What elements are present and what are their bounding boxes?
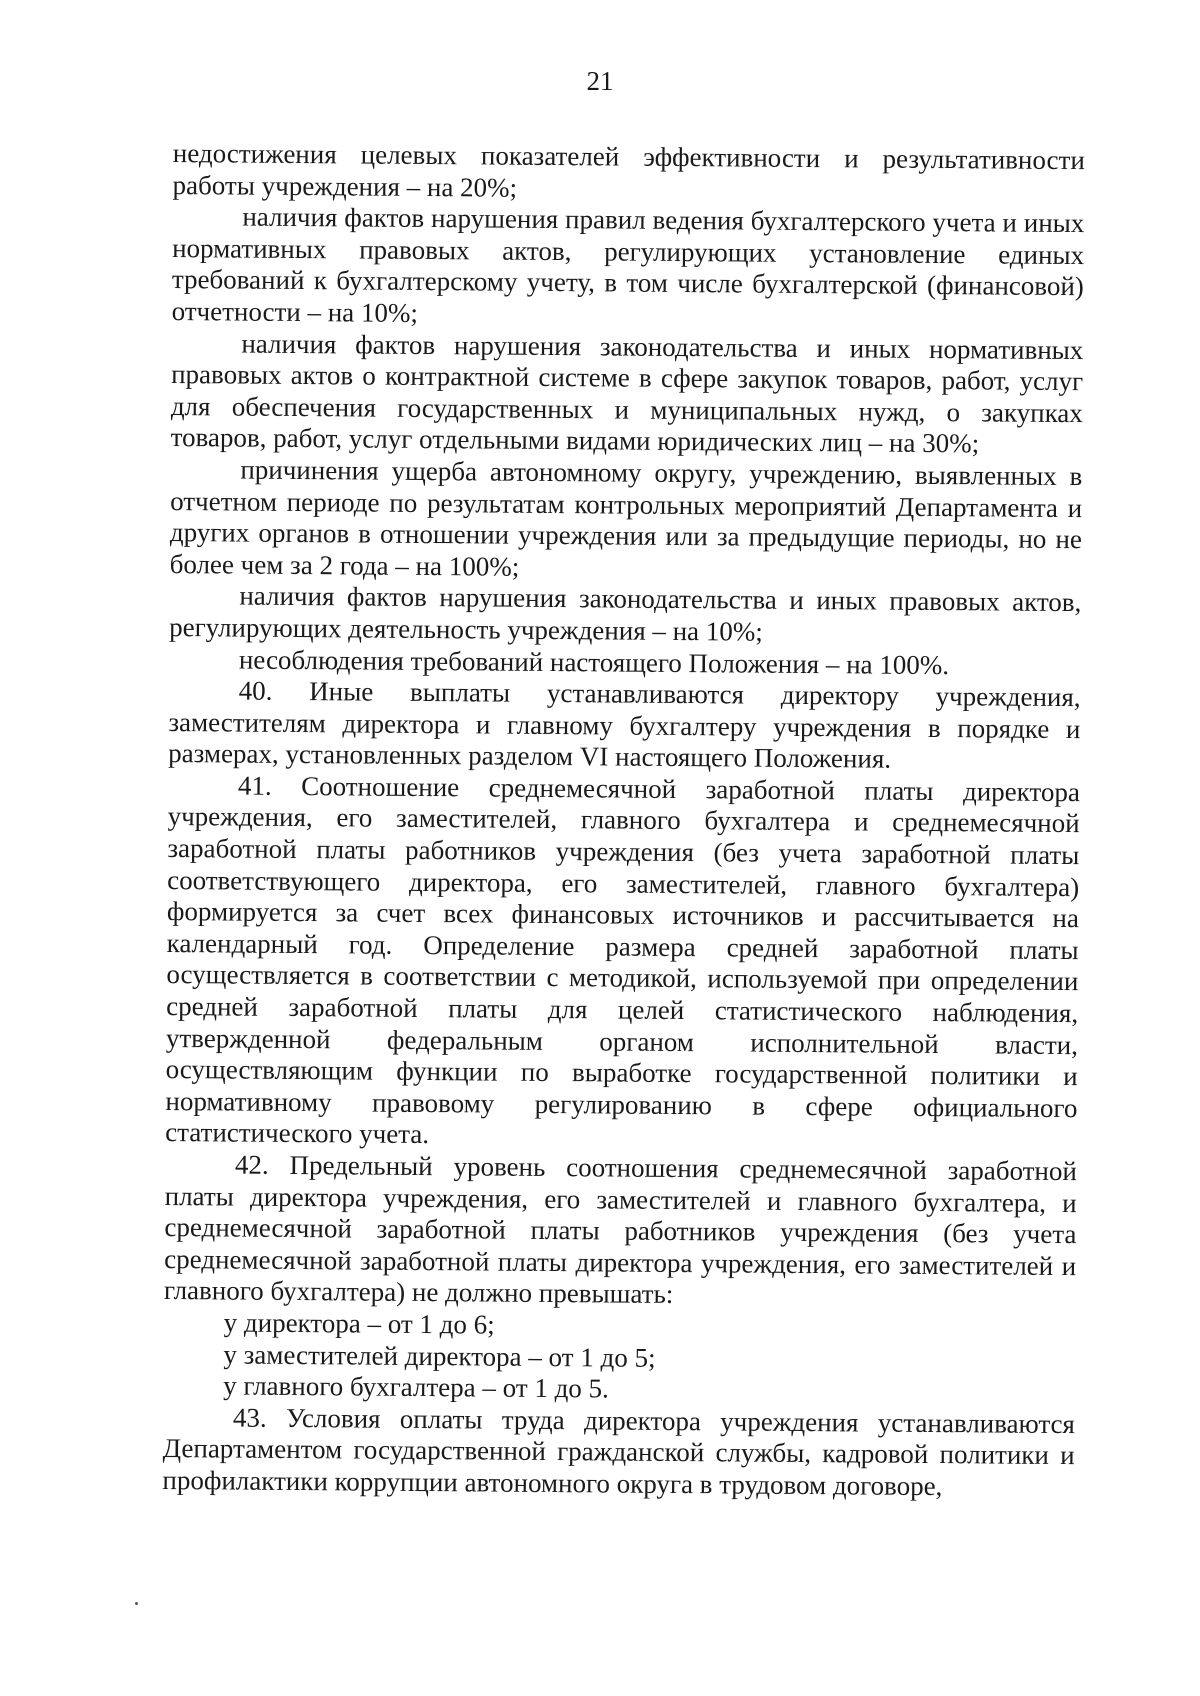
document-body [162, 138, 1085, 1504]
paragraph-legal-violations: наличия фактов нарушения законодательства и иных правовых актов, регулирующих деятельность учреждения – на 10%; [169, 580, 1082, 647]
paragraph-42: 42. Предельный уровень соотношения среднемесячной заработной платы директора учреждения, его заместителей и главного бухгалтера, и среднемесячной заработной платы работников учреждения (без учета среднемесячной заработной платы директора учреждения, его заместителей и главного бухгалтера) не должно превышать: [163, 1149, 1078, 1310]
paragraph-continuation: недостижения целевых показателей эффективности и результативности работы учреждения – на 20%; [172, 138, 1085, 203]
paragraph-43: 43. Условия оплаты труда директора учреждения устанавливаются Департаментом государственной гражданской службы, кадровой политики и профилактики коррупции автономного округа в трудовом договоре, [162, 1402, 1076, 1502]
paragraph-41: 41. Соотношение среднемесячной заработной платы директора учреждения, его заместителей, главного бухгалтера и среднемесячной заработной платы работников учреждения (без учета заработной платы соответствующего директора, его заместителей, главного бухгалтера) формируется за счет всех финансовых источников и рассчитывается на календарный год. Определение размера средней заработной платы осуществляется в соответствии с методикой, используемой при определении средней заработной платы для целей статистического наблюдения, утвержденной федеральным органом исполнительной власти, осуществляющим функции по выработке государственной политики и нормативному правовому регулированию в сфере официального статистического учета. [165, 770, 1081, 1150]
paragraph-40: 40. Иные выплаты устанавливаются директору учреждения, заместителям директора и главному бухгалтеру учреждения в порядке и размерах, установленных разделом VI настоящего Положения. [168, 675, 1081, 774]
paragraph-procurement-violations: наличия фактов нарушения законодательства и иных нормативных правовых актов о контрактной системе в сфере закупок товаров, работ, услуг для обеспечения государственных и муниципальных нужд, о закупках товаров, работ, услуг отдельными видами юридических лиц – на 30%; [170, 328, 1084, 459]
list-item-deputies: у заместителей директора – от 1 до 5; [223, 1338, 656, 1373]
scan-speck [135, 1602, 138, 1605]
page-number: 21 [586, 66, 614, 96]
paragraph-non-compliance: несоблюдения требований настоящего Положения – на 100%. [238, 644, 950, 680]
paragraph-damage: причинения ущерба автономному округу, учреждению, выявленных в отчетном периоде по результатам контрольных мероприятий Департамента и других органов в отношении учреждения или за предыдущие периоды, но не более чем за 2 года – на 100%; [169, 454, 1083, 582]
list-item-chief-accountant: у главного бухгалтера – от 1 до 5. [223, 1370, 609, 1404]
list-item-director: у директора – от 1 до 6; [223, 1307, 495, 1340]
paragraph-accounting-violations: наличия фактов нарушения правил ведения бухгалтерского учета и иных нормативных правовых актов, регулирующих установление единых требований к бухгалтерскому учету, в том числе бухгалтерской (финансовой) отчетности – на 10%; [171, 201, 1085, 328]
